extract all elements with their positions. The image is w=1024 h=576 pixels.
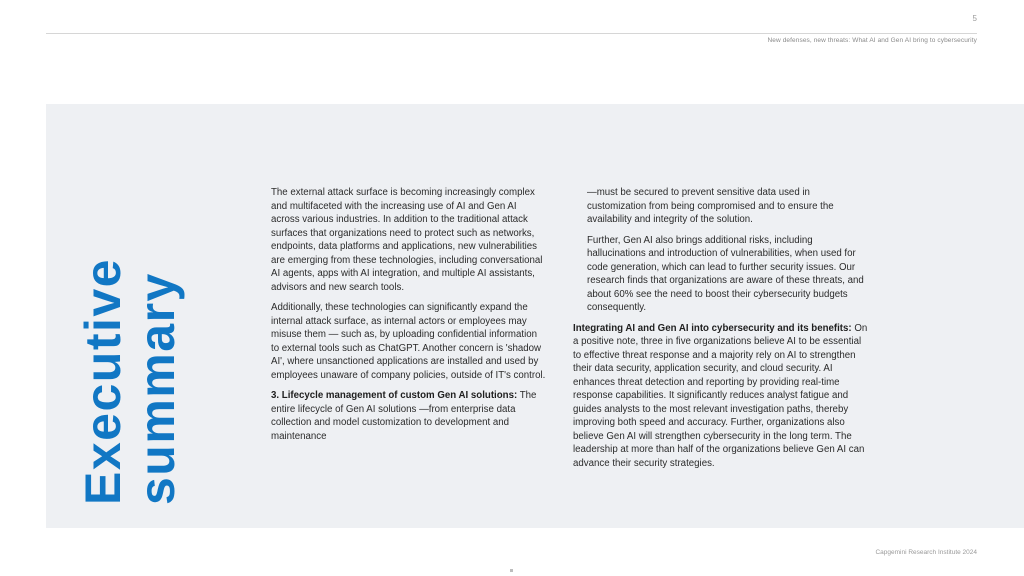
left-paragraph-2: Additionally, these technologies can significantly expand the internal attack surface, as internal actors or employees may misuse them — such as, by uploading confidential information to external tools such as ChatGPT. Another concern is 'shadow AI', where unsanctioned applications are installed and used by employees unaware of company policies, outside of IT's control. bbox=[271, 302, 546, 381]
left-paragraph-3 bbox=[271, 389, 547, 443]
header-divider bbox=[46, 33, 977, 34]
integrating-heading: Integrating AI and Gen AI into cybersecurity and its benefits: bbox=[573, 322, 852, 334]
lifecycle-body: The entire lifecycle of Gen AI solutions —from enterprise data collection and model customization to development and maintenance bbox=[271, 390, 537, 442]
running-header: New defenses, new threats: What AI and Gen AI bring to cybersecurity bbox=[767, 37, 977, 44]
footer-credit: Capgemini Research Institute 2024 bbox=[875, 549, 977, 556]
right-paragraph-2: Further, Gen AI also brings additional risks, including hallucinations and introduction of vulnerabilities, when used for code generation, which can lead to further security issues. Our research finds that organizations are aware of these threats, and about 60% see the need to boost their cybersecurity budgets consequently. bbox=[587, 234, 864, 313]
right-paragraph-1: —must be secured to prevent sensitive data used in customization from being compromised and to ensure the availability and integrity of the solution. bbox=[587, 187, 834, 225]
section-title bbox=[76, 258, 184, 505]
section-title-line-1: Executive bbox=[75, 258, 131, 505]
right-column bbox=[573, 186, 871, 477]
integrating-body: On a positive note, three in five organizations believe AI to be essential to effective threat response and a majority rely on AI to strengthen their data security, application security, and cloud security. AI enhances threat detection and reporting by providing real-time response capabilities. It significantly reduces analyst fatigue and guides analysts to the most relevant investigation paths, thereby improving both speed and accuracy. Further, organizations also believe Gen AI will strengthen cybersecurity in the long term. The leadership at more than half of the organizations believe Gen AI can advance their security strategies. bbox=[573, 322, 868, 469]
left-column bbox=[271, 186, 547, 450]
page-number: 5 bbox=[972, 14, 977, 23]
lifecycle-heading: 3. Lifecycle management of custom Gen AI solutions: bbox=[271, 390, 518, 401]
footer-dot-icon bbox=[510, 569, 513, 572]
left-paragraph-1: The external attack surface is becoming increasingly complex and multifaceted with the increasing use of AI and Gen AI across various industries. In addition to the traditional attack surfaces that organizations need to protect such as networks, endpoints, data platforms and applications, new vulnerabilities are emerging from these technologies, including conversational AI agents, apps with AI integration, and multiple AI assistants, advisors and new search tools. bbox=[271, 187, 543, 293]
section-title-line-2: summary bbox=[129, 272, 185, 505]
right-paragraph-3 bbox=[573, 322, 871, 471]
